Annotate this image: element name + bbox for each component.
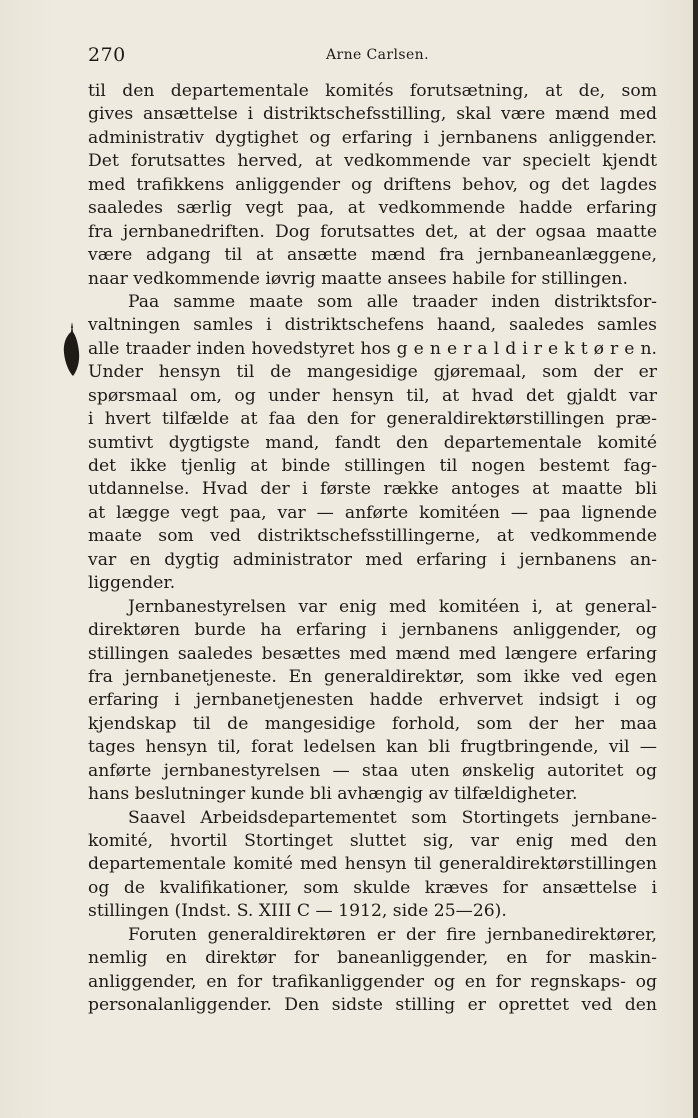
text-line: fra jernbanedriften. Dog forutsattes det, at der ogsaa maatte bbox=[88, 221, 657, 242]
text-line: komité, hvortil Stortinget sluttet sig, var enig med den bbox=[88, 831, 657, 851]
text-line: tages hensyn til, forat ledelsen kan bli frugtbringende, vil — bbox=[88, 737, 657, 758]
text-line: liggender. bbox=[88, 573, 176, 594]
text-line: saaledes særlig vegt paa, at vedkommende hadde erfaring bbox=[88, 198, 657, 219]
body-text bbox=[88, 80, 657, 1018]
text-line: Jernbanestyrelsen var enig med komitéen i, at general- bbox=[128, 596, 657, 617]
text-line: stillingen saaledes besættes med mænd med længere erfaring bbox=[88, 643, 657, 664]
running-head: Arne Carlsen. bbox=[326, 47, 429, 63]
text-line: kjendskap til de mangesidige forhold, som der her maa bbox=[88, 713, 657, 734]
text-line: være adgang til at ansætte mænd fra jernbaneanlæggene, bbox=[88, 245, 657, 266]
text-line: anførte jernbanestyrelsen — staa uten ønskelig autoritet og bbox=[88, 760, 657, 781]
text-line: og de kvalifikationer, som skulde kræves for ansættelse i bbox=[88, 877, 657, 898]
text-line: naar vedkommende iøvrig maatte ansees habile for stillingen. bbox=[88, 268, 628, 289]
page-edge-shadow bbox=[693, 0, 698, 1118]
text-line: det ikke tjenlig at binde stillingen til nogen bestemt fag- bbox=[88, 456, 657, 476]
text-line: til den departementale komités forutsætning, at de, som bbox=[88, 81, 657, 101]
text-line: departementale komité med hensyn til generaldirektørstillingen bbox=[88, 854, 657, 875]
text-line: Saavel Arbeidsdepartementet som Stortingets jernbane- bbox=[128, 807, 657, 828]
page-header bbox=[88, 40, 658, 70]
text-line: stillingen (Indst. S. XIII C — 1912, side 25—26). bbox=[88, 901, 507, 922]
text-line: fra jernbanetjeneste. En generaldirektør, som ikke ved egen bbox=[88, 666, 657, 687]
text-line: alle traader inden hovedstyret hos g e n e r a l d i r e k t ø r e n. bbox=[88, 338, 657, 359]
text-line: Paa samme maate som alle traader inden distriktsfor- bbox=[128, 291, 657, 312]
text-line: i hvert tilfælde at faa den for generaldirektørstillingen præ- bbox=[88, 409, 657, 430]
text-line: var en dygtig administrator med erfaring i jernbanens an- bbox=[88, 549, 657, 570]
text-line: valtningen samles i distriktschefens haand, saaledes samles bbox=[88, 315, 657, 336]
text-line: spørsmaal om, og under hensyn til, at hvad det gjaldt var bbox=[88, 385, 657, 406]
text-line: med trafikkens anliggender og driftens behov, og det lagdes bbox=[88, 174, 657, 195]
page-number: 270 bbox=[88, 44, 126, 66]
text-line: Under hensyn til de mangesidige gjøremaal, som der er bbox=[88, 362, 657, 383]
text-line: utdannelse. Hvad der i første række antoges at maatte bli bbox=[88, 479, 657, 500]
text-line: gives ansættelse i distriktschefsstilling, skal være mænd med bbox=[88, 104, 657, 125]
text-line: administrativ dygtighet og erfaring i jernbanens anliggender. bbox=[88, 127, 657, 148]
text-line: Det forutsattes herved, at vedkommende var specielt kjendt bbox=[88, 151, 657, 172]
text-line: nemlig en direktør for baneanliggender, en for maskin- bbox=[88, 948, 657, 969]
text-line: personalanliggender. Den sidste stilling er oprettet ved den bbox=[88, 995, 657, 1016]
text-line: maate som ved distriktschefsstillingerne, at vedkommende bbox=[88, 526, 657, 547]
text-line: erfaring i jernbanetjenesten hadde erhvervet indsigt i og bbox=[88, 690, 657, 711]
ink-blot-mark bbox=[59, 322, 83, 378]
text-line: Foruten generaldirektøren er der fire jernbanedirektører, bbox=[128, 924, 657, 945]
text-line: hans beslutninger kunde bli avhængig av tilfældigheter. bbox=[88, 784, 578, 805]
text-line: sumtivt dygtigste mand, fandt den departementale komité bbox=[88, 432, 657, 453]
text-line: anliggender, en for trafikanliggender og en for regnskaps- og bbox=[88, 971, 657, 992]
text-line: at lægge vegt paa, var — anførte komitéen — paa lignende bbox=[88, 502, 657, 523]
text-line: direktøren burde ha erfaring i jernbanens anliggender, og bbox=[88, 620, 657, 641]
